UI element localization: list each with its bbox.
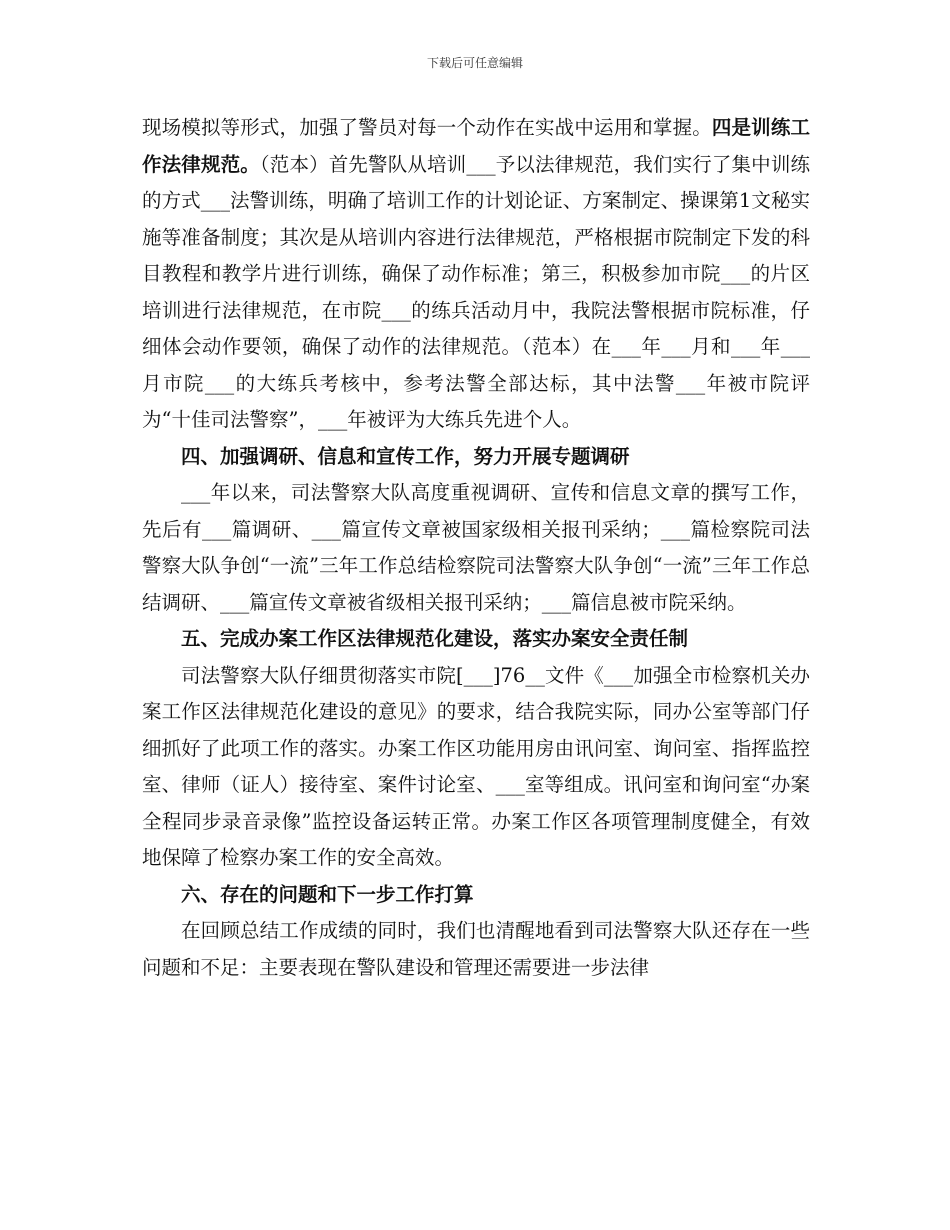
section-heading-5: 五、完成办案工作区法律规范化建设，落实办案安全责任制 (181, 627, 689, 650)
bold-subheading: 四是训练工作法律规范。 (142, 116, 810, 176)
section-heading-4: 四、加强调研、信息和宣传工作，努力开展专题调研 (181, 444, 630, 468)
document-body (142, 110, 810, 986)
paragraph-text: 现场模拟等形式，加强了警员对每一个动作在实战中运用和掌握。 (142, 116, 712, 139)
section-body-6: 在回顾总结工作成绩的同时，我们也清醒地看到司法警察大队还存在一些问题和不足：主要表现在警队建设和管理还需要进一步法律 (142, 919, 810, 979)
paragraph-text: （范本）首先警队从培训___予以法律规范，我们实行了集中训练的方式___法警训练，明确了培训工作的计划论证、方案制定、操课第1文秘实施等准备制度；其次是从培训内容进行法律规范，严格根据市院制定下发的科目教程和教学片进行训练，确保了动作标准；第三，积极参加市院___的片区培训进行法律规范，在市院___的练兵活动月中，我院法警根据市院标准，仔细体会动作要领，确保了动作的法律规范。（范本）在___年___月和___年___月市院___的大练兵考核中，参考法警全部达标，其中法警___年被市院评为“十佳司法警察”，___年被评为大练兵先进个人。 (142, 152, 810, 431)
paragraph-training-norms (142, 110, 810, 439)
section-body-5: 司法警察大队仔细贯彻落实市院[___]76__文件《___加强全市检察机关办案工作区法律规范化建设的意见》的要求，结合我院实际，同办公室等部门仔细抓好了此项工作的落实。办案工作区功能用房由讯问室、询问室、指挥监控室、律师（证人）接待室、案件讨论室、___室等组成。讯问室和询问室“办案全程同步录音录像”监控设备运转正常。办案工作区各项管理制度健全，有效地保障了检察办案工作的安全高效。 (142, 663, 810, 869)
section-heading-6: 六、存在的问题和下一步工作打算 (181, 882, 474, 906)
section-body-4: ___年以来，司法警察大队高度重视调研、宣传和信息文章的撰写工作，先后有___篇调研、___篇宣传文章被国家级相关报刊采纳；___篇检察院司法警察大队争创“一流”三年工作总结检察院司法警察大队争创“一流”三年工作总结调研、___篇宣传文章被省级相关报刊采纳；___篇信息被市院采纳。 (142, 481, 810, 614)
page-header: 下载后可任意编辑 (426, 56, 523, 70)
